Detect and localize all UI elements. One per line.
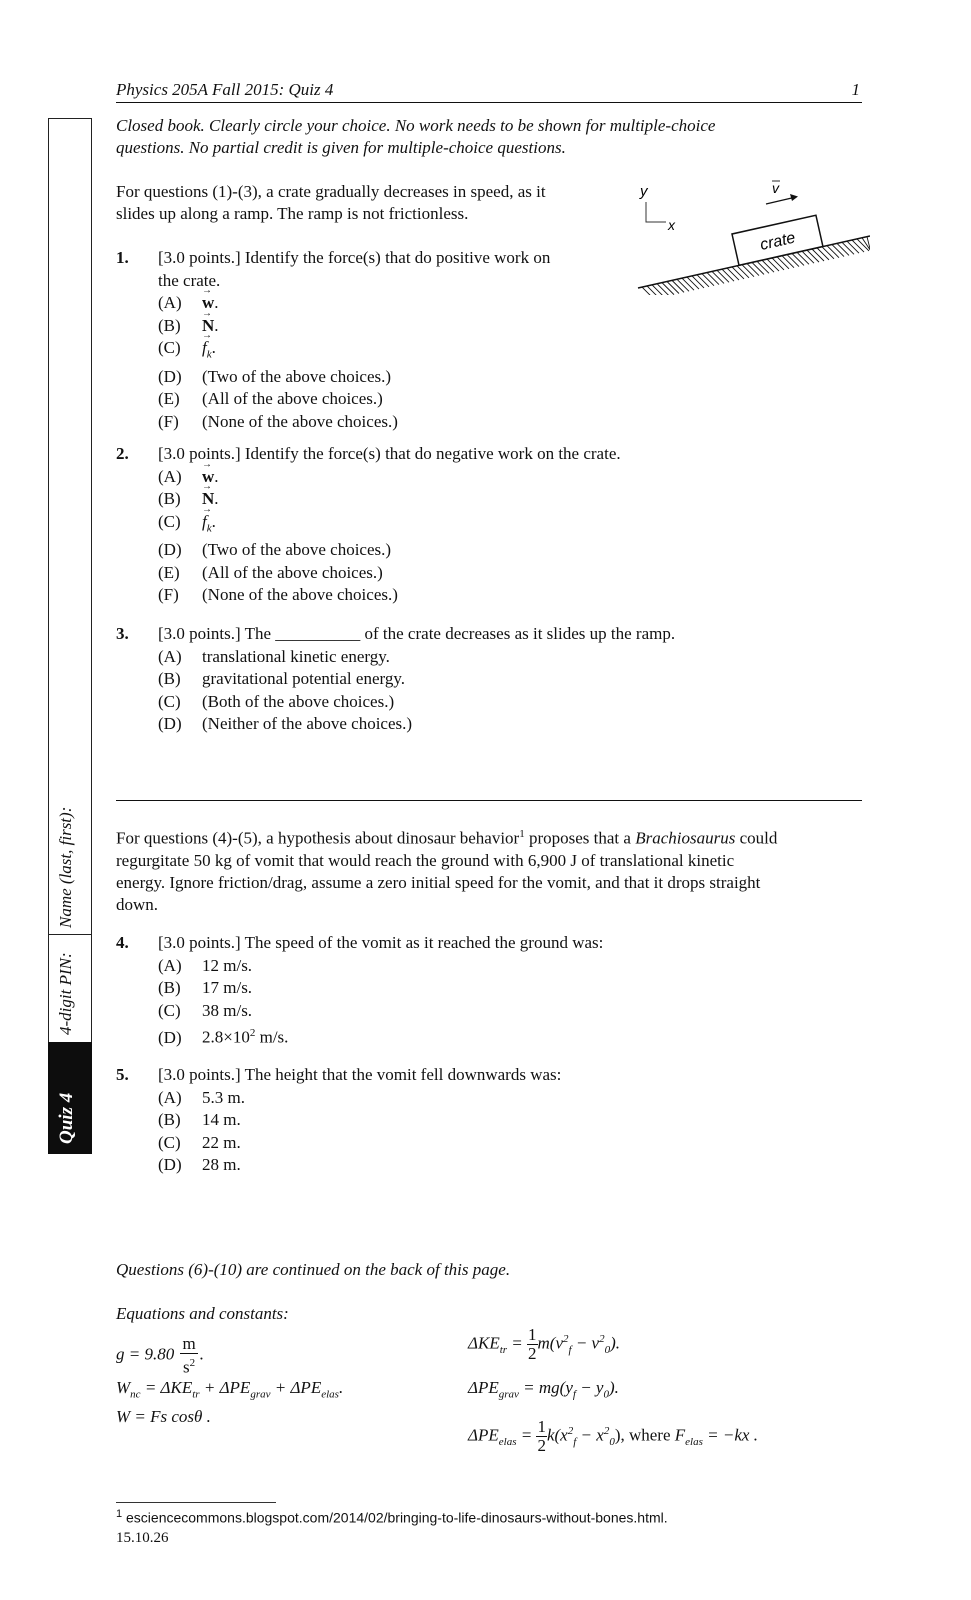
q4-option-c[interactable]: (C) 38 m/s. [158, 1000, 253, 1020]
equation-elastic-pe: $\Delta PE_{elas}$ = $\frac{1}{2}$ $k(x^2_f - x^2_0)$, where $F_{elas} = -kx$ . [468, 1417, 758, 1455]
section-divider [116, 800, 862, 801]
sidebar-divider [48, 934, 92, 935]
q2-option-d[interactable]: (D) (Two of the above choices.) [158, 540, 392, 560]
page-number: 1 [851, 80, 860, 99]
header-title: Physics 205A Fall 2015: Quiz 4 [116, 80, 334, 99]
q5-option-c[interactable]: (C) 22 m. [158, 1132, 241, 1152]
pin-field-label[interactable]: 4-digit PIN: [56, 952, 75, 1035]
q3-option-d[interactable]: (D) (Neither of the above choices.) [158, 714, 413, 733]
page-header [116, 80, 862, 103]
q1-option-d[interactable]: (D) (Two of the above choices.) [158, 366, 392, 386]
question-2: 2. [3.0 points.] Identify the force(s) that do negative work on the crate. (A)→ w. (B)→ N. $(C)\to f_k$. (D) (Two of the above choices.) (E) (All of the above choices.) (F) (None of the above choices.) [116, 443, 856, 607]
equations-heading: Equations and constants: [116, 1304, 289, 1323]
footnote: $^1$ esciencecommons.blogspot.com/2014/02/bringing-to-life-dinosaurs-without-bones.html. [116, 1508, 668, 1526]
crate-label: crate [758, 229, 797, 254]
q1-option-e[interactable]: (E) (All of the above choices.) [158, 389, 383, 409]
name-field-label[interactable]: Name (last, first): [56, 806, 75, 928]
q1-option-f[interactable]: (F) (None of the above choices.) [158, 411, 398, 431]
equation-work-nc: $W_{nc} = \Delta KE_{tr} + \Delta PE_{grav} + \Delta PE_{elas}$. [116, 1378, 344, 1401]
question-4: 4. [3.0 points.] The speed of the vomit as it reached the ground was: (A) 12 m/s. (B) 17 m/s. (C) 38 m/s. (D) $2.8\times 10^2$ m/s. [116, 932, 856, 1049]
question-5: 5. [3.0 points.] The height that the vomit fell downwards was: (A) 5.3 m. (B) 14 m. (C) 22 m. (D) 28 m. [116, 1064, 856, 1177]
q3-option-a[interactable]: (A) translational kinetic energy. [158, 646, 390, 666]
q4-option-a[interactable]: (A) 12 m/s. [158, 955, 253, 975]
q1-option-a[interactable]: (A)→ w. [158, 292, 636, 315]
q1-option-b[interactable]: (B)→ N. [158, 315, 636, 338]
document-date: 15.10.26 [116, 1530, 169, 1546]
question-3: 3. [3.0 points.] The __________ of the crate decreases as it slides up the ramp. (A) translational kinetic energy. (B) gravitational potential energy. (C) (Both of the above choices.) (D) (Neither of the above choices.) [116, 623, 862, 736]
q2-option-b[interactable]: (B)→ N. [158, 488, 856, 511]
equation-kinetic-energy: $\Delta KE_{tr}$ = $\frac{1}{2}$ $m(v^2_f - v^2_0)$. [468, 1325, 621, 1363]
velocity-label: v [772, 180, 779, 196]
q5-option-d[interactable]: (D) 28 m. [158, 1155, 241, 1174]
q5-option-b[interactable]: (B) 14 m. [158, 1110, 241, 1129]
axis-lines [646, 202, 666, 222]
question-1: 1. [3.0 points.] Identify the force(s) that do positive work on the crate. (A)→ w. (B)→ N. $(C)\to f_k$. (D) (Two of the above choices.) (E) (All of the above choices.) (F) (None of the above choices.) [116, 247, 636, 433]
quiz-label: Quiz 4 [56, 1092, 77, 1144]
axis-y-label: y [640, 183, 648, 200]
instructions: Closed book. Clearly circle your choice. No work needs to be shown for multiple-choice questions. No partial credit is given for multiple-choice questions. [116, 116, 716, 157]
q2-option-c[interactable]: $(C)\to f_k$. [158, 511, 856, 540]
equation-grav-pe: $\Delta PE_{grav} = mg(y_f - y_0)$. [468, 1378, 619, 1401]
equation-g: g = 9.80 $\frac{m}{s^2}$ . [116, 1334, 204, 1377]
intro-questions-4-5: For questions (4)-(5), a hypothesis about dinosaur behavior$^1$ proposes that a Brachiosaurus could regurgitate 50 kg of vomit that would reach the ground with 6,900 J of translational kinetic energy. Ignore friction/drag, assume a zero initial speed for the vomit, and that it drops straight down. [116, 828, 778, 914]
q4-option-b[interactable]: (B) 17 m/s. [158, 978, 253, 997]
q2-option-f[interactable]: (F) (None of the above choices.) [158, 585, 398, 605]
footnote-url[interactable]: esciencecommons.blogspot.com/2014/02/bringing-to-life-dinosaurs-without-bones.html. [126, 1509, 668, 1526]
q5-option-a[interactable]: (A) 5.3 m. [158, 1087, 245, 1107]
q2-option-a[interactable]: (A)→ w. [158, 466, 856, 489]
q2-option-e[interactable]: (E) (All of the above choices.) [158, 562, 383, 582]
q3-option-b[interactable]: (B) gravitational potential energy. [158, 669, 405, 688]
equation-work: W = Fs cosθ . [116, 1407, 211, 1426]
ramp-diagram [632, 180, 870, 295]
q4-option-d[interactable]: (D) $2.8\times 10^2$ m/s. [158, 1027, 289, 1047]
q1-option-c[interactable]: $(C)\to f_k$. [158, 337, 636, 366]
footnote-rule [116, 1502, 276, 1503]
continued-note: Questions (6)-(10) are continued on the back of this page. [116, 1260, 511, 1279]
axis-x-label: x [668, 217, 675, 233]
q3-option-c[interactable]: (C) (Both of the above choices.) [158, 691, 395, 711]
intro-questions-1-3: For questions (1)-(3), a crate gradually decreases in speed, as it slides up along a ramp. The ramp is not frictionless. [116, 182, 546, 223]
